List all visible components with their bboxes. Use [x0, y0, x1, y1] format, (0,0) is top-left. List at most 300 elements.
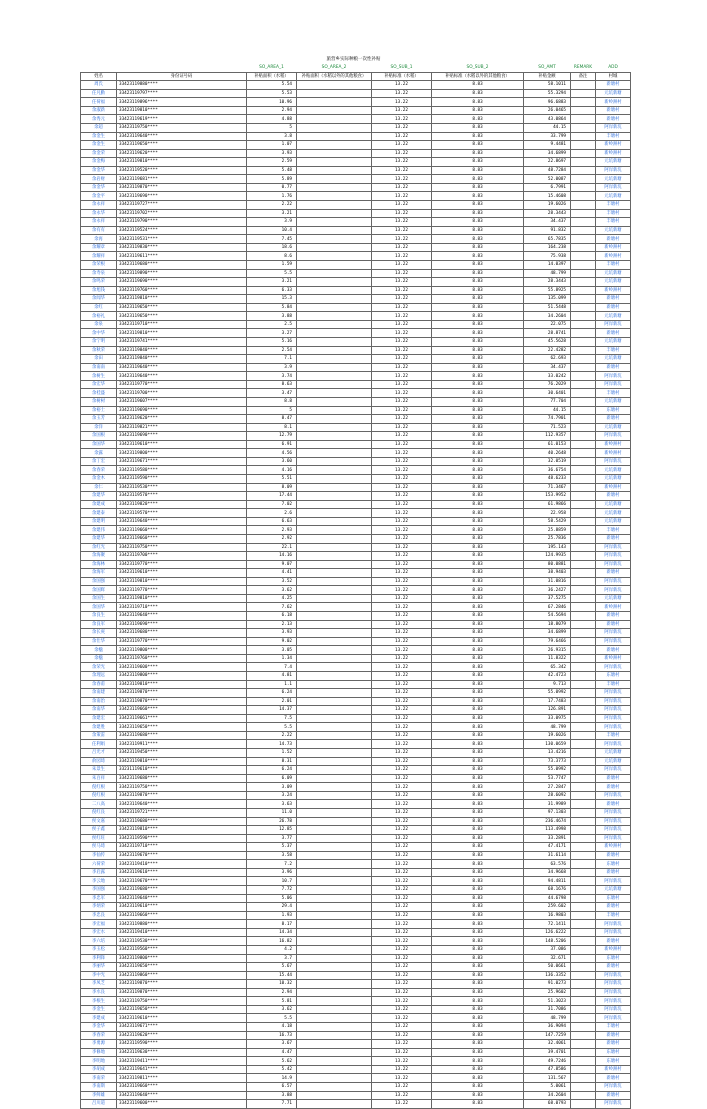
- cell-remark: [571, 252, 596, 261]
- cell-id-number: 33423119810****: [117, 158, 247, 167]
- cell-std-other: 8.83: [432, 526, 524, 535]
- cell-village: 元坑新塘: [596, 466, 631, 475]
- cell-remark: [571, 620, 596, 629]
- cell-name: 余超: [81, 123, 117, 132]
- cell-id-number: 33423119690****: [117, 432, 247, 441]
- cell-area-other: [297, 603, 372, 612]
- cell-name: 余红光: [81, 543, 117, 552]
- cell-amount: 37.5275: [524, 594, 571, 603]
- header-row: [81, 72, 631, 81]
- cell-name: 李金生: [81, 1005, 117, 1014]
- cell-id-number: 33423119810****: [117, 594, 247, 603]
- cell-village: 阿岸新坑: [596, 1082, 631, 1091]
- cell-village: 丰塘村: [596, 260, 631, 269]
- cell-village: 元坑新塘: [596, 757, 631, 766]
- cell-remark: [571, 1023, 596, 1032]
- cell-std-other: 8.83: [432, 603, 524, 612]
- cell-amount: 44.15: [524, 406, 571, 415]
- cell-std-rice: 13.22: [372, 517, 432, 526]
- cell-std-rice: 13.22: [372, 89, 432, 98]
- cell-area-other: [297, 423, 372, 432]
- cell-village: 阿岸新坑: [596, 980, 631, 989]
- cell-area-rice: 5: [247, 406, 297, 415]
- table-row: [81, 706, 631, 715]
- cell-area-rice: 16.82: [247, 937, 297, 946]
- cell-id-number: 33423119700****: [117, 552, 247, 561]
- cell-std-rice: 13.22: [372, 997, 432, 1006]
- cell-amount: 49.7246: [524, 1057, 571, 1066]
- cell-id-number: 33423119770****: [117, 560, 247, 569]
- cell-std-other: 8.83: [432, 449, 524, 458]
- table-row: [81, 483, 631, 492]
- cell-remark: [571, 166, 596, 175]
- cell-village: 新塘村: [596, 868, 631, 877]
- cell-area-other: [297, 534, 372, 543]
- table-row: [81, 372, 631, 381]
- cell-amount: 22.958: [524, 509, 571, 518]
- cell-area-other: [297, 312, 372, 321]
- cell-std-rice: 13.22: [372, 303, 432, 312]
- cell-id-number: 33423119650****: [117, 1005, 247, 1014]
- cell-amount: 34.6899: [524, 149, 571, 158]
- cell-village: 阿岸新坑: [596, 971, 631, 980]
- cell-std-other: 8.83: [432, 963, 524, 972]
- cell-area-other: [297, 132, 372, 141]
- cell-remark: [571, 894, 596, 903]
- cell-name: 余建明: [81, 517, 117, 526]
- cell-std-other: 8.83: [432, 706, 524, 715]
- cell-name: 李中光: [81, 971, 117, 980]
- cell-amount: 28.6092: [524, 791, 571, 800]
- field-code: SO_AREA_1: [247, 64, 297, 72]
- cell-village: 阿岸新坑: [596, 552, 631, 561]
- cell-std-rice: 13.22: [372, 851, 432, 860]
- cell-std-other: 8.83: [432, 457, 524, 466]
- cell-area-other: [297, 723, 372, 732]
- field-code: [117, 64, 247, 72]
- cell-amount: 27.2847: [524, 783, 571, 792]
- cell-amount: 54.5694: [524, 612, 571, 621]
- cell-area-other: [297, 320, 372, 329]
- cell-remark: [571, 723, 596, 732]
- cell-amount: 136.3352: [524, 971, 571, 980]
- cell-village: 元坑新塘: [596, 886, 631, 895]
- cell-std-other: 8.83: [432, 740, 524, 749]
- cell-std-rice: 13.22: [372, 492, 432, 501]
- cell-id-number: 33423119640****: [117, 372, 247, 381]
- cell-std-other: 8.83: [432, 475, 524, 484]
- cell-id-number: 33423119797****: [117, 89, 247, 98]
- cell-village: 新岭洲村: [596, 141, 631, 150]
- cell-std-rice: 13.22: [372, 920, 432, 929]
- cell-area-rice: 3.88: [247, 312, 297, 321]
- cell-std-rice: 13.22: [372, 945, 432, 954]
- cell-std-other: 8.83: [432, 663, 524, 672]
- header-std-rice: 补贴标准（水稻）: [372, 72, 432, 81]
- cell-name: 余有有: [81, 226, 117, 235]
- cell-remark: [571, 397, 596, 406]
- cell-name: 余建华: [81, 534, 117, 543]
- cell-amount: 14.0397: [524, 260, 571, 269]
- cell-id-number: 33423119680****: [117, 731, 247, 740]
- cell-std-other: 8.83: [432, 945, 524, 954]
- cell-id-number: 33423119760****: [117, 654, 247, 663]
- table-row: [81, 886, 631, 895]
- table-row: [81, 449, 631, 458]
- cell-remark: [571, 303, 596, 312]
- table-row: [81, 663, 631, 672]
- cell-remark: [571, 1014, 596, 1023]
- cell-name: 李玉松: [81, 945, 117, 954]
- cell-remark: [571, 920, 596, 929]
- cell-amount: 91.0273: [524, 980, 571, 989]
- cell-amount: 30.6401: [524, 389, 571, 398]
- cell-name: 余秀元: [81, 115, 117, 124]
- cell-amount: 195.143: [524, 543, 571, 552]
- cell-remark: [571, 1040, 596, 1049]
- cell-area-other: [297, 911, 372, 920]
- table-row: [81, 594, 631, 603]
- cell-name: 李凤芝: [81, 980, 117, 989]
- cell-name: 李仙传: [81, 851, 117, 860]
- cell-area-other: [297, 757, 372, 766]
- cell-remark: [571, 937, 596, 946]
- cell-std-other: 8.83: [432, 372, 524, 381]
- cell-area-rice: 5.06: [247, 894, 297, 903]
- cell-std-rice: 13.22: [372, 586, 432, 595]
- cell-area-other: [297, 826, 372, 835]
- cell-village: 新塘村: [596, 783, 631, 792]
- cell-std-other: 8.83: [432, 911, 524, 920]
- cell-amount: 55.0992: [524, 689, 571, 698]
- cell-area-other: [297, 166, 372, 175]
- cell-area-other: [297, 663, 372, 672]
- cell-name: 余国华: [81, 603, 117, 612]
- table-row: [81, 937, 631, 946]
- cell-remark: [571, 731, 596, 740]
- cell-std-other: 8.83: [432, 115, 524, 124]
- cell-name: 余宁明: [81, 338, 117, 347]
- cell-std-rice: 13.22: [372, 911, 432, 920]
- cell-area-rice: 5.84: [247, 303, 297, 312]
- cell-std-rice: 13.22: [372, 440, 432, 449]
- cell-area-rice: 7.72: [247, 886, 297, 895]
- cell-area-rice: 5.5: [247, 1014, 297, 1023]
- cell-std-other: 8.83: [432, 552, 524, 561]
- cell-remark: [571, 1005, 596, 1014]
- table-row: [81, 697, 631, 706]
- cell-remark: [571, 149, 596, 158]
- cell-area-other: [297, 594, 372, 603]
- cell-area-other: [297, 235, 372, 244]
- cell-std-other: 8.83: [432, 260, 524, 269]
- cell-area-rice: 2.01: [247, 697, 297, 706]
- cell-amount: 19.6026: [524, 731, 571, 740]
- table-row: [81, 338, 631, 347]
- cell-amount: 26.9315: [524, 646, 571, 655]
- cell-area-rice: 16.73: [247, 1031, 297, 1040]
- table-row: [81, 817, 631, 826]
- table-row: [81, 312, 631, 321]
- cell-std-other: 8.83: [432, 654, 524, 663]
- cell-std-rice: 13.22: [372, 509, 432, 518]
- cell-area-other: [297, 997, 372, 1006]
- cell-remark: [571, 440, 596, 449]
- cell-name: 余金生: [81, 132, 117, 141]
- table-row: [81, 826, 631, 835]
- cell-area-rice: 5.5: [247, 269, 297, 278]
- cell-std-other: 8.83: [432, 1091, 524, 1100]
- table-row: [81, 791, 631, 800]
- cell-area-other: [297, 201, 372, 210]
- cell-std-rice: 13.22: [372, 192, 432, 201]
- cell-area-rice: 1.52: [247, 749, 297, 758]
- cell-area-other: [297, 1065, 372, 1074]
- cell-amount: 55.8925: [524, 286, 571, 295]
- header-village: 村城: [596, 72, 631, 81]
- cell-id-number: 33423119620****: [117, 415, 247, 424]
- cell-std-other: 8.83: [432, 415, 524, 424]
- cell-amount: 62.693: [524, 355, 571, 364]
- cell-std-other: 8.83: [432, 774, 524, 783]
- cell-area-rice: 3.96: [247, 868, 297, 877]
- cell-amount: 19.6026: [524, 201, 571, 210]
- cell-std-rice: 13.22: [372, 423, 432, 432]
- cell-std-rice: 13.22: [372, 543, 432, 552]
- cell-amount: 17.7483: [524, 697, 571, 706]
- cell-std-other: 8.83: [432, 988, 524, 997]
- cell-area-rice: 2.93: [247, 526, 297, 535]
- cell-area-rice: 12.85: [247, 826, 297, 835]
- cell-area-other: [297, 740, 372, 749]
- cell-area-other: [297, 971, 372, 980]
- cell-area-rice: 8.8: [247, 397, 297, 406]
- cell-name: 李忠良: [81, 911, 117, 920]
- cell-amount: 38.9403: [524, 569, 571, 578]
- cell-name: 余泉: [81, 320, 117, 329]
- cell-village: 丰塘村: [596, 201, 631, 210]
- table-row: [81, 689, 631, 698]
- cell-village: 丰塘村: [596, 911, 631, 920]
- cell-area-rice: 4.25: [247, 594, 297, 603]
- cell-area-other: [297, 680, 372, 689]
- cell-village: 新塘村: [596, 569, 631, 578]
- cell-village: 阿岸新坑: [596, 740, 631, 749]
- cell-area-rice: 14.34: [247, 928, 297, 937]
- cell-area-other: [297, 586, 372, 595]
- cell-name: 余楹: [81, 654, 117, 663]
- cell-area-rice: 2.94: [247, 988, 297, 997]
- cell-std-rice: 13.22: [372, 483, 432, 492]
- cell-village: 阿岸新坑: [596, 1014, 631, 1023]
- cell-amount: 9.4481: [524, 141, 571, 150]
- cell-amount: 32.671: [524, 954, 571, 963]
- cell-name: 余永祥: [81, 218, 117, 227]
- cell-name: 余金平: [81, 192, 117, 201]
- cell-village: 新塘村: [596, 800, 631, 809]
- cell-id-number: 33423119690****: [117, 406, 247, 415]
- table-row: [81, 577, 631, 586]
- table-row: [81, 1040, 631, 1049]
- cell-amount: 45.5628: [524, 338, 571, 347]
- cell-std-rice: 13.22: [372, 81, 432, 90]
- cell-std-rice: 13.22: [372, 115, 432, 124]
- cell-amount: 126.6222: [524, 928, 571, 937]
- cell-area-rice: 8.09: [247, 483, 297, 492]
- cell-area-rice: 7.02: [247, 500, 297, 509]
- cell-area-other: [297, 569, 372, 578]
- cell-remark: [571, 526, 596, 535]
- cell-village: 新塘村: [596, 106, 631, 115]
- cell-name: 余耀祥: [81, 252, 117, 261]
- cell-std-other: 8.83: [432, 329, 524, 338]
- cell-std-rice: 13.22: [372, 500, 432, 509]
- cell-area-rice: 12.79: [247, 432, 297, 441]
- cell-area-other: [297, 1014, 372, 1023]
- field-code: SO_AMT: [524, 64, 571, 72]
- cell-name: 余金木: [81, 475, 117, 484]
- cell-std-rice: 13.22: [372, 1040, 432, 1049]
- cell-remark: [571, 817, 596, 826]
- table-row: [81, 800, 631, 809]
- cell-remark: [571, 997, 596, 1006]
- cell-std-other: 8.83: [432, 851, 524, 860]
- table-row: [81, 526, 631, 535]
- cell-std-other: 8.83: [432, 817, 524, 826]
- cell-village: 阿岸新坑: [596, 577, 631, 586]
- cell-area-other: [297, 329, 372, 338]
- table-row: [81, 149, 631, 158]
- cell-area-other: [297, 389, 372, 398]
- cell-amount: 164.238: [524, 243, 571, 252]
- cell-area-other: [297, 492, 372, 501]
- cell-std-rice: 13.22: [372, 372, 432, 381]
- cell-village: 元坑新塘: [596, 749, 631, 758]
- cell-area-other: [297, 945, 372, 954]
- cell-name: 余仕华: [81, 637, 117, 646]
- cell-id-number: 33423119750****: [117, 783, 247, 792]
- cell-village: 丰塘村: [596, 1023, 631, 1032]
- cell-area-rice: 4.88: [247, 115, 297, 124]
- cell-area-other: [297, 886, 372, 895]
- cell-remark: [571, 843, 596, 852]
- cell-id-number: 33423119640****: [117, 363, 247, 372]
- cell-remark: [571, 689, 596, 698]
- table-row: [81, 894, 631, 903]
- cell-village: 新岭洲村: [596, 449, 631, 458]
- cell-remark: [571, 594, 596, 603]
- cell-name: 余金华: [81, 166, 117, 175]
- cell-amount: 28.8741: [524, 329, 571, 338]
- cell-amount: 75.938: [524, 252, 571, 261]
- cell-id-number: 33423119681****: [117, 175, 247, 184]
- cell-area-rice: 7.2: [247, 860, 297, 869]
- cell-village: 阿岸新坑: [596, 183, 631, 192]
- cell-std-other: 8.83: [432, 106, 524, 115]
- cell-area-other: [297, 526, 372, 535]
- cell-std-rice: 13.22: [372, 1091, 432, 1100]
- cell-area-rice: 5.5: [247, 723, 297, 732]
- cell-std-other: 8.83: [432, 1005, 524, 1014]
- cell-remark: [571, 1082, 596, 1091]
- cell-village: 阿岸新坑: [596, 1100, 631, 1109]
- cell-area-rice: 3.58: [247, 851, 297, 860]
- cell-village: 阿岸新坑: [596, 543, 631, 552]
- cell-id-number: 33423119600****: [117, 663, 247, 672]
- cell-std-other: 8.83: [432, 1100, 524, 1109]
- table-row: [81, 355, 631, 364]
- table-row: [81, 543, 631, 552]
- cell-name: 任利娟: [81, 740, 117, 749]
- cell-id-number: 33423119671****: [117, 1023, 247, 1032]
- table-row: [81, 166, 631, 175]
- cell-amount: 113.4998: [524, 826, 571, 835]
- cell-id-number: 33423119721****: [117, 808, 247, 817]
- cell-area-other: [297, 774, 372, 783]
- cell-area-other: [297, 1074, 372, 1083]
- cell-area-rice: 3.8: [247, 132, 297, 141]
- cell-area-other: [297, 500, 372, 509]
- cell-amount: 126.891: [524, 706, 571, 715]
- cell-std-other: 8.83: [432, 766, 524, 775]
- cell-id-number: 33423119650****: [117, 963, 247, 972]
- cell-std-other: 8.83: [432, 731, 524, 740]
- table-row: [81, 766, 631, 775]
- cell-remark: [571, 81, 596, 90]
- cell-area-other: [297, 731, 372, 740]
- subsidy-table: [80, 64, 631, 1109]
- cell-amount: 34.437: [524, 363, 571, 372]
- cell-area-rice: 5.81: [247, 997, 297, 1006]
- cell-area-other: [297, 415, 372, 424]
- table-row: [81, 740, 631, 749]
- table-row: [81, 646, 631, 655]
- cell-std-rice: 13.22: [372, 689, 432, 698]
- cell-name: 倪红良: [81, 808, 117, 817]
- cell-area-rice: 29.4: [247, 903, 297, 912]
- cell-area-other: [297, 278, 372, 287]
- cell-name: 李根生: [81, 997, 117, 1006]
- cell-village: 东塘村: [596, 671, 631, 680]
- cell-amount: 236.4674: [524, 817, 571, 826]
- cell-area-other: [297, 834, 372, 843]
- cell-id-number: 33423119811****: [117, 1074, 247, 1083]
- cell-area-other: [297, 543, 372, 552]
- cell-name: 侯马琦: [81, 843, 117, 852]
- cell-amount: 153.9952: [524, 492, 571, 501]
- cell-village: 新塘村: [596, 937, 631, 946]
- cell-area-rice: 22.1: [247, 543, 297, 552]
- table-row: [81, 903, 631, 912]
- cell-std-other: 8.83: [432, 98, 524, 107]
- table-row: [81, 226, 631, 235]
- cell-village: 新塘村: [596, 81, 631, 90]
- cell-std-other: 8.83: [432, 569, 524, 578]
- cell-name: 余秋荣: [81, 346, 117, 355]
- cell-std-other: 8.83: [432, 123, 524, 132]
- cell-remark: [571, 1091, 596, 1100]
- cell-village: 元坑新塘: [596, 158, 631, 167]
- cell-std-other: 8.83: [432, 937, 524, 946]
- cell-std-rice: 13.22: [372, 808, 432, 817]
- table-row: [81, 201, 631, 210]
- cell-std-rice: 13.22: [372, 577, 432, 586]
- cell-village: 阿岸新坑: [596, 834, 631, 843]
- cell-amount: 58.1011: [524, 81, 571, 90]
- table-row: [81, 363, 631, 372]
- cell-std-rice: 13.22: [372, 954, 432, 963]
- cell-name: 余建胜: [81, 723, 117, 732]
